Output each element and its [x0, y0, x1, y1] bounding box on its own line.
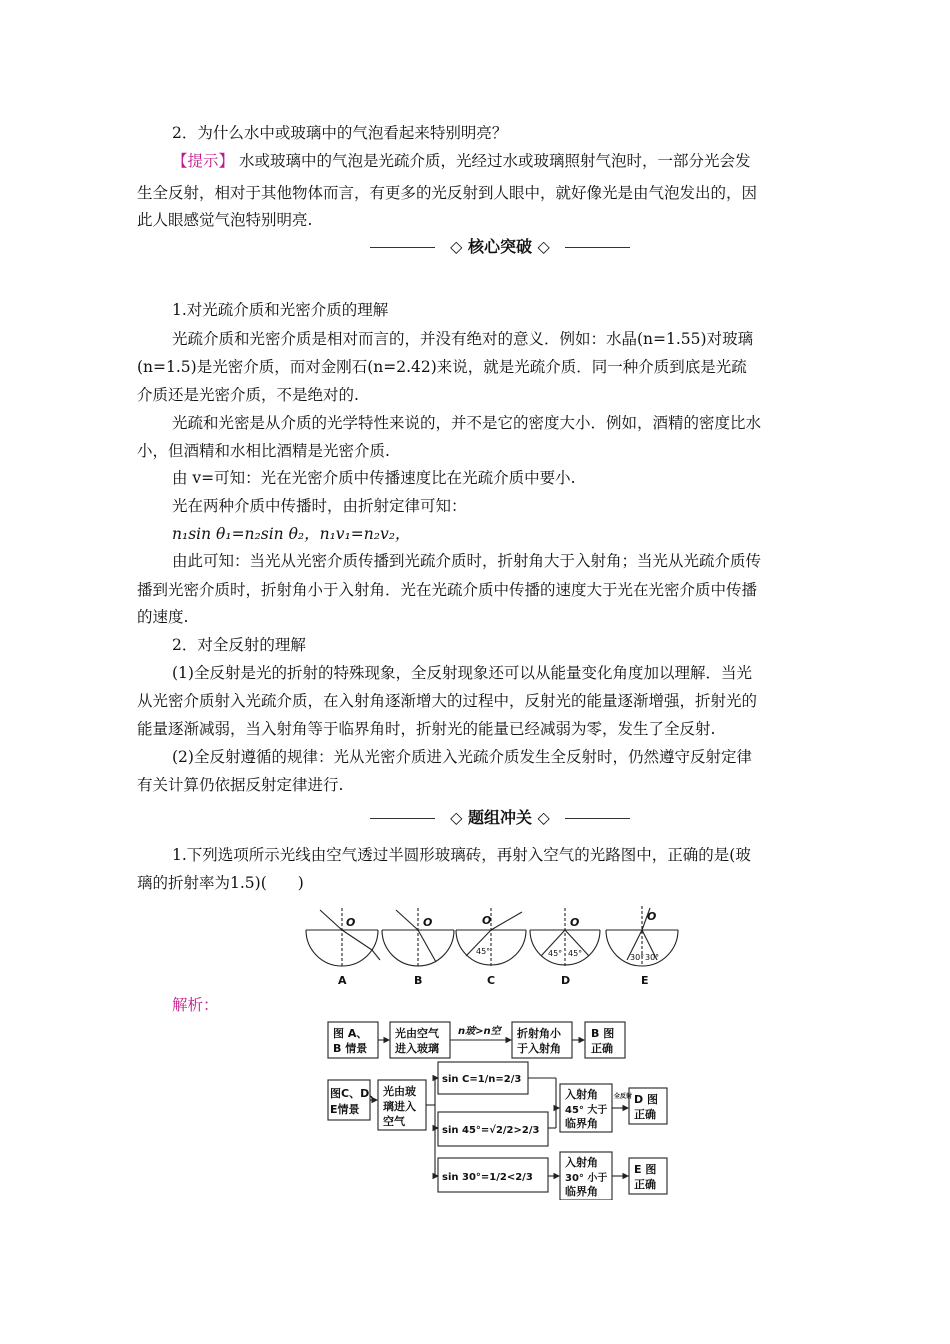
diagram-a — [306, 908, 380, 966]
flow-text: E情景 — [330, 1103, 360, 1116]
diagram-label: C — [487, 974, 496, 987]
diagram-b — [382, 908, 454, 966]
hint-line-1 — [172, 151, 750, 171]
flow-arrow-label: 全反射 — [614, 1093, 633, 1100]
flow-text: 临界角 — [565, 1117, 598, 1130]
diagram-label: B — [414, 974, 423, 987]
paragraph-line: 光疏介质和光密介质是相对而言的，并没有绝对的意义．例如：水晶(n=1.55)对玻璃 — [172, 330, 754, 348]
flow-text: 进入玻璃 — [395, 1042, 439, 1055]
solution-label: 解析： — [172, 996, 219, 1014]
hint-label: 【提示】 — [172, 152, 235, 170]
exercise-line-1: 1.下列选项所示光线由空气透过半圆形玻璃砖，再射入空气的光路图中，正确的是(玻 — [172, 846, 751, 864]
paragraph-line: (1)全反射是光的折射的特殊现象，全反射现象还可以从能量变化角度加以理解．当光 — [172, 664, 752, 682]
paragraph-line: 播到光密介质时，折射角小于入射角．光在光疏介质中传播的速度大于光在光密介质中传播 — [137, 581, 758, 599]
paragraph-line: (n=1.5)是光密介质，而对金刚石(n=2.42)来说，就是光疏介质．同一种介质到底是光疏 — [137, 358, 747, 376]
label-o: O — [647, 910, 657, 923]
flow-text: 光由空气 — [395, 1027, 439, 1040]
heading-rule-right — [565, 247, 630, 248]
ray-diagram-figure — [300, 900, 690, 992]
angle-label: 30° — [645, 953, 660, 962]
section-heading-core — [370, 235, 630, 259]
flow-text: E 图 — [634, 1163, 657, 1176]
hint-line-2: 生全反射，相对于其他物体而言，有更多的光反射到人眼中，就好像光是由气泡发出的，因 — [137, 184, 758, 202]
flow-text: 入射角 — [565, 1156, 598, 1169]
section-title: ◇ 题组冲关 ◇ — [450, 808, 550, 827]
section-heading-practice — [370, 806, 630, 830]
solution-flowchart — [320, 1018, 670, 1200]
flow-text: 45° 大于 — [565, 1105, 608, 1116]
paragraph-line: 由此可知：当光从光密介质传播到光疏介质时，折射角大于入射角；当光从光疏介质传 — [172, 552, 762, 570]
label-o: O — [423, 916, 433, 929]
hint-text-1: 水或玻璃中的气泡是光疏介质，光经过水或玻璃照射气泡时，一部分光会发 — [238, 152, 751, 170]
flow-text: 折射角小 — [517, 1027, 561, 1040]
paragraph-line: 光疏和光密是从介质的光学特性来说的，并不是它的密度大小．例如，酒精的密度比水 — [172, 414, 762, 432]
flow-text: D 图 — [634, 1093, 658, 1106]
formula-line: 由 v=可知：光在光密介质中传播速度比在光疏介质中要小. — [172, 469, 576, 487]
flow-text: 正确 — [634, 1108, 656, 1121]
point-2-title: 2．对全反射的理解 — [172, 636, 306, 654]
hint-line-3: 此人眼感觉气泡特别明亮. — [137, 211, 313, 229]
label-o: O — [570, 916, 580, 929]
flow-text: 图C、D、 — [330, 1087, 381, 1100]
paragraph-line: 光在两种介质中传播时，由折射定律可知： — [172, 497, 467, 515]
angle-label: 45° — [548, 949, 563, 958]
formula-line: n₁sin θ₁=n₂sin θ₂，n₁v₁=n₂v₂， — [172, 525, 411, 543]
flow-text: 光由玻 — [383, 1085, 416, 1098]
heading-rule-right — [565, 818, 630, 819]
paragraph-line: 小，但酒精和水相比酒精是光密介质. — [137, 442, 390, 460]
label-o: O — [346, 916, 356, 929]
section-title: ◇ 核心突破 ◇ — [450, 237, 550, 256]
flow-text: 于入射角 — [517, 1042, 561, 1055]
paragraph-line: 介质还是光密介质，不是绝对的. — [137, 386, 359, 404]
diagram-label: A — [338, 974, 347, 987]
flow-text: 临界角 — [565, 1185, 598, 1198]
angle-label: 45° — [476, 947, 491, 956]
formula-sin30: sin 30°=1/2<2/3 — [442, 1172, 533, 1183]
paragraph-line: 的速度. — [137, 608, 189, 626]
flow-text: 入射角 — [565, 1088, 598, 1101]
paragraph-line: (2)全反射遵循的规律：光从光密介质进入光疏介质发生全反射时，仍然遵守反射定律 — [172, 748, 752, 766]
flow-text: 空气 — [383, 1115, 405, 1128]
paragraph-line: 有关计算仍依据反射定律进行. — [137, 776, 344, 794]
diagram-label: E — [641, 974, 649, 987]
formula-sinC: sin C=1/n=2/3 — [442, 1074, 522, 1085]
angle-label: 45° — [568, 949, 583, 958]
flow-text: B 情景 — [333, 1042, 368, 1055]
formula-sin45: sin 45°=√2/2>2/3 — [442, 1125, 540, 1136]
angle-label: 30° — [630, 953, 645, 962]
exercise-line-2: 璃的折射率为1.5)( ) — [137, 874, 304, 892]
flow-condition: n玻>n空 — [458, 1026, 501, 1037]
flow-text: 图 A、 — [333, 1027, 368, 1040]
flow-text: 30° 小于 — [565, 1173, 608, 1184]
flow-text: 璃进入 — [383, 1100, 416, 1113]
label-o: O — [482, 914, 492, 927]
point-1-title: 1.对光疏介质和光密介质的理解 — [172, 301, 389, 319]
paragraph-line: 能量逐渐减弱，当入射角等于临界角时，折射光的能量已经减弱为零，发生了全反射. — [137, 720, 716, 738]
flow-text: 正确 — [591, 1042, 613, 1055]
flow-text: 正确 — [634, 1178, 656, 1191]
diagram-d — [530, 908, 600, 966]
diagram-label: D — [561, 974, 571, 987]
question-2-title: 2．为什么水中或玻璃中的气泡看起来特别明亮？ — [172, 124, 508, 142]
flow-text: B 图 — [591, 1027, 615, 1040]
paragraph-line: 从光密介质射入光疏介质，在入射角逐渐增大的过程中，反射光的能量逐渐增强，折射光的 — [137, 692, 758, 710]
